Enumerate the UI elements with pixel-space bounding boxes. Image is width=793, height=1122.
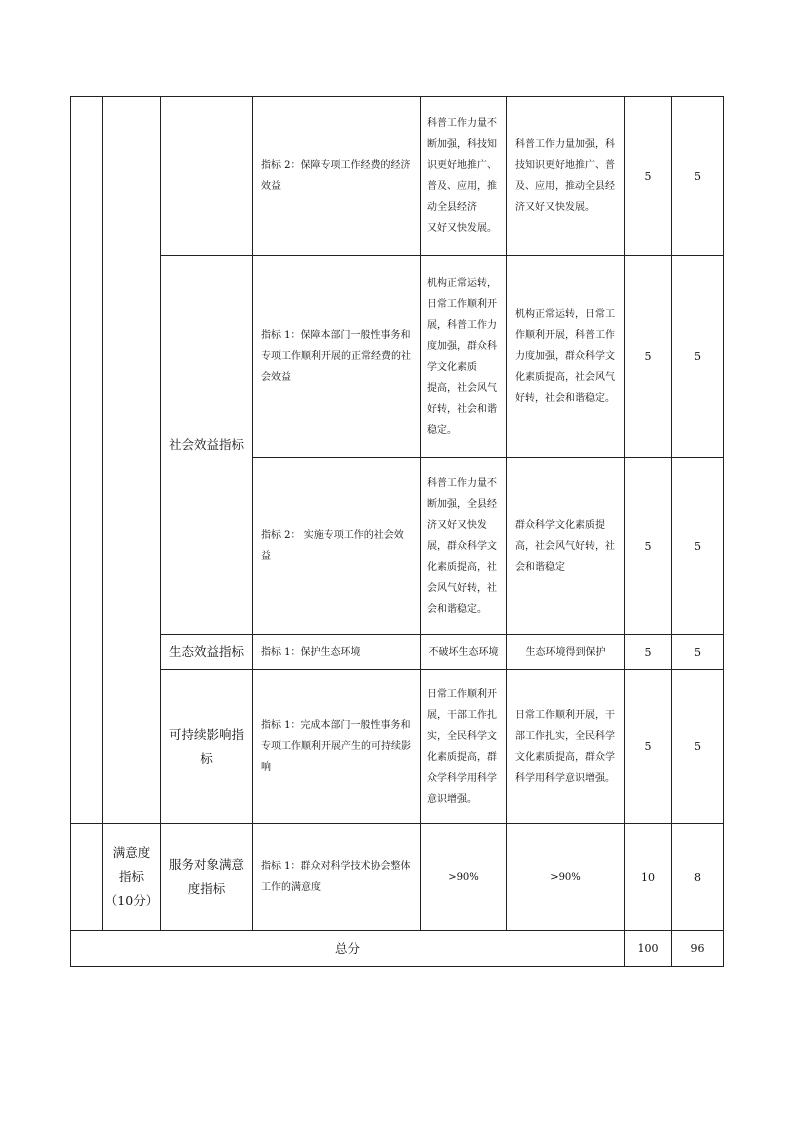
target-value-cell: >90%: [421, 824, 507, 931]
indicator-cell: 指标 2： 实施专项工作的社会效益: [253, 458, 421, 635]
weight-cell: 5: [625, 256, 672, 458]
indicator-cell: 指标 1：保护生态环境: [253, 635, 421, 670]
weight-cell: 5: [625, 635, 672, 670]
table-row: [71, 670, 724, 824]
target-value-cell: 日常工作顺利开 展，干部工作扎 实，全民科学文 化素质提高，群 众学科学用科学 意识增强。: [421, 670, 507, 824]
table-row: [71, 824, 724, 931]
weight-cell: 5: [625, 97, 672, 256]
score-cell: 5: [672, 670, 724, 824]
total-score-cell: 96: [672, 931, 724, 967]
score-cell: 5: [672, 458, 724, 635]
actual-value-cell: 机构正常运转，日常工 作顺利开展，科普工作 力度加强，群众科学文 化素质提高，社会风气 好转，社会和谐稳定。: [507, 256, 625, 458]
actual-value-cell: 生态环境得到保护: [507, 635, 625, 670]
actual-value-cell: 群众科学文化素质提 高，社会风气好转，社 会和谐稳定: [507, 458, 625, 635]
level3-cell-economic: [161, 97, 253, 256]
social-benefit-label: 社会效益指标: [161, 256, 253, 635]
total-row: [71, 931, 724, 967]
table-row: [71, 97, 724, 256]
target-value-cell: 机构正常运转， 日常工作顺利开 展，科普工作力 度加强，群众科 学文化素质 提高，社会风气 好转，社会和谐 稳定。: [421, 256, 507, 458]
score-cell: 5: [672, 97, 724, 256]
table-row: [71, 256, 724, 458]
indicator-cell: 指标 2：保障专项工作经费的经济效益: [253, 97, 421, 256]
performance-table: [70, 96, 724, 967]
eco-benefit-label: 生态效益指标: [161, 635, 253, 670]
weight-cell: 5: [625, 670, 672, 824]
indicator-cell: 指标 1：完成本部门一般性事务和专项工作顺利开展产生的可持续影响: [253, 670, 421, 824]
level1-cell: [71, 824, 103, 931]
total-weight-cell: 100: [625, 931, 672, 967]
score-cell: 5: [672, 635, 724, 670]
satisfaction-label: 服务对象满意 度指标: [161, 824, 253, 931]
satisfaction-category-label: 满意度 指标 （10分）: [103, 824, 161, 931]
weight-cell: 10: [625, 824, 672, 931]
target-value-cell: 科普工作力量不 断加强，科技知 识更好地推广、 普及、应用，推 动全县经济 又好又快发展。: [421, 97, 507, 256]
sustainability-label: 可持续影响指 标: [161, 670, 253, 824]
table-row: [71, 635, 724, 670]
actual-value-cell: 科普工作力量加强，科 技知识更好地推广、普 及、应用，推动全县经 济又好又快发展。: [507, 97, 625, 256]
level1-cell: [71, 97, 103, 824]
target-value-cell: 不破坏生态环境: [421, 635, 507, 670]
actual-value-cell: >90%: [507, 824, 625, 931]
indicator-cell: 指标 1：群众对科学技术协会整体工作的满意度: [253, 824, 421, 931]
score-cell: 5: [672, 256, 724, 458]
indicator-cell: 指标 1：保障本部门一般性事务和专项工作顺利开展的正常经费的社会效益: [253, 256, 421, 458]
level2-cell: [103, 97, 161, 824]
actual-value-cell: 日常工作顺利开展，干 部工作扎实，全民科学 文化素质提高，群众学 科学用科学意识增强。: [507, 670, 625, 824]
total-label: 总分: [71, 931, 625, 967]
weight-cell: 5: [625, 458, 672, 635]
target-value-cell: 科普工作力量不 断加强，全县经 济又好又快发 展，群众科学文 化素质提高，社 会风气好转，社 会和谐稳定。: [421, 458, 507, 635]
score-cell: 8: [672, 824, 724, 931]
